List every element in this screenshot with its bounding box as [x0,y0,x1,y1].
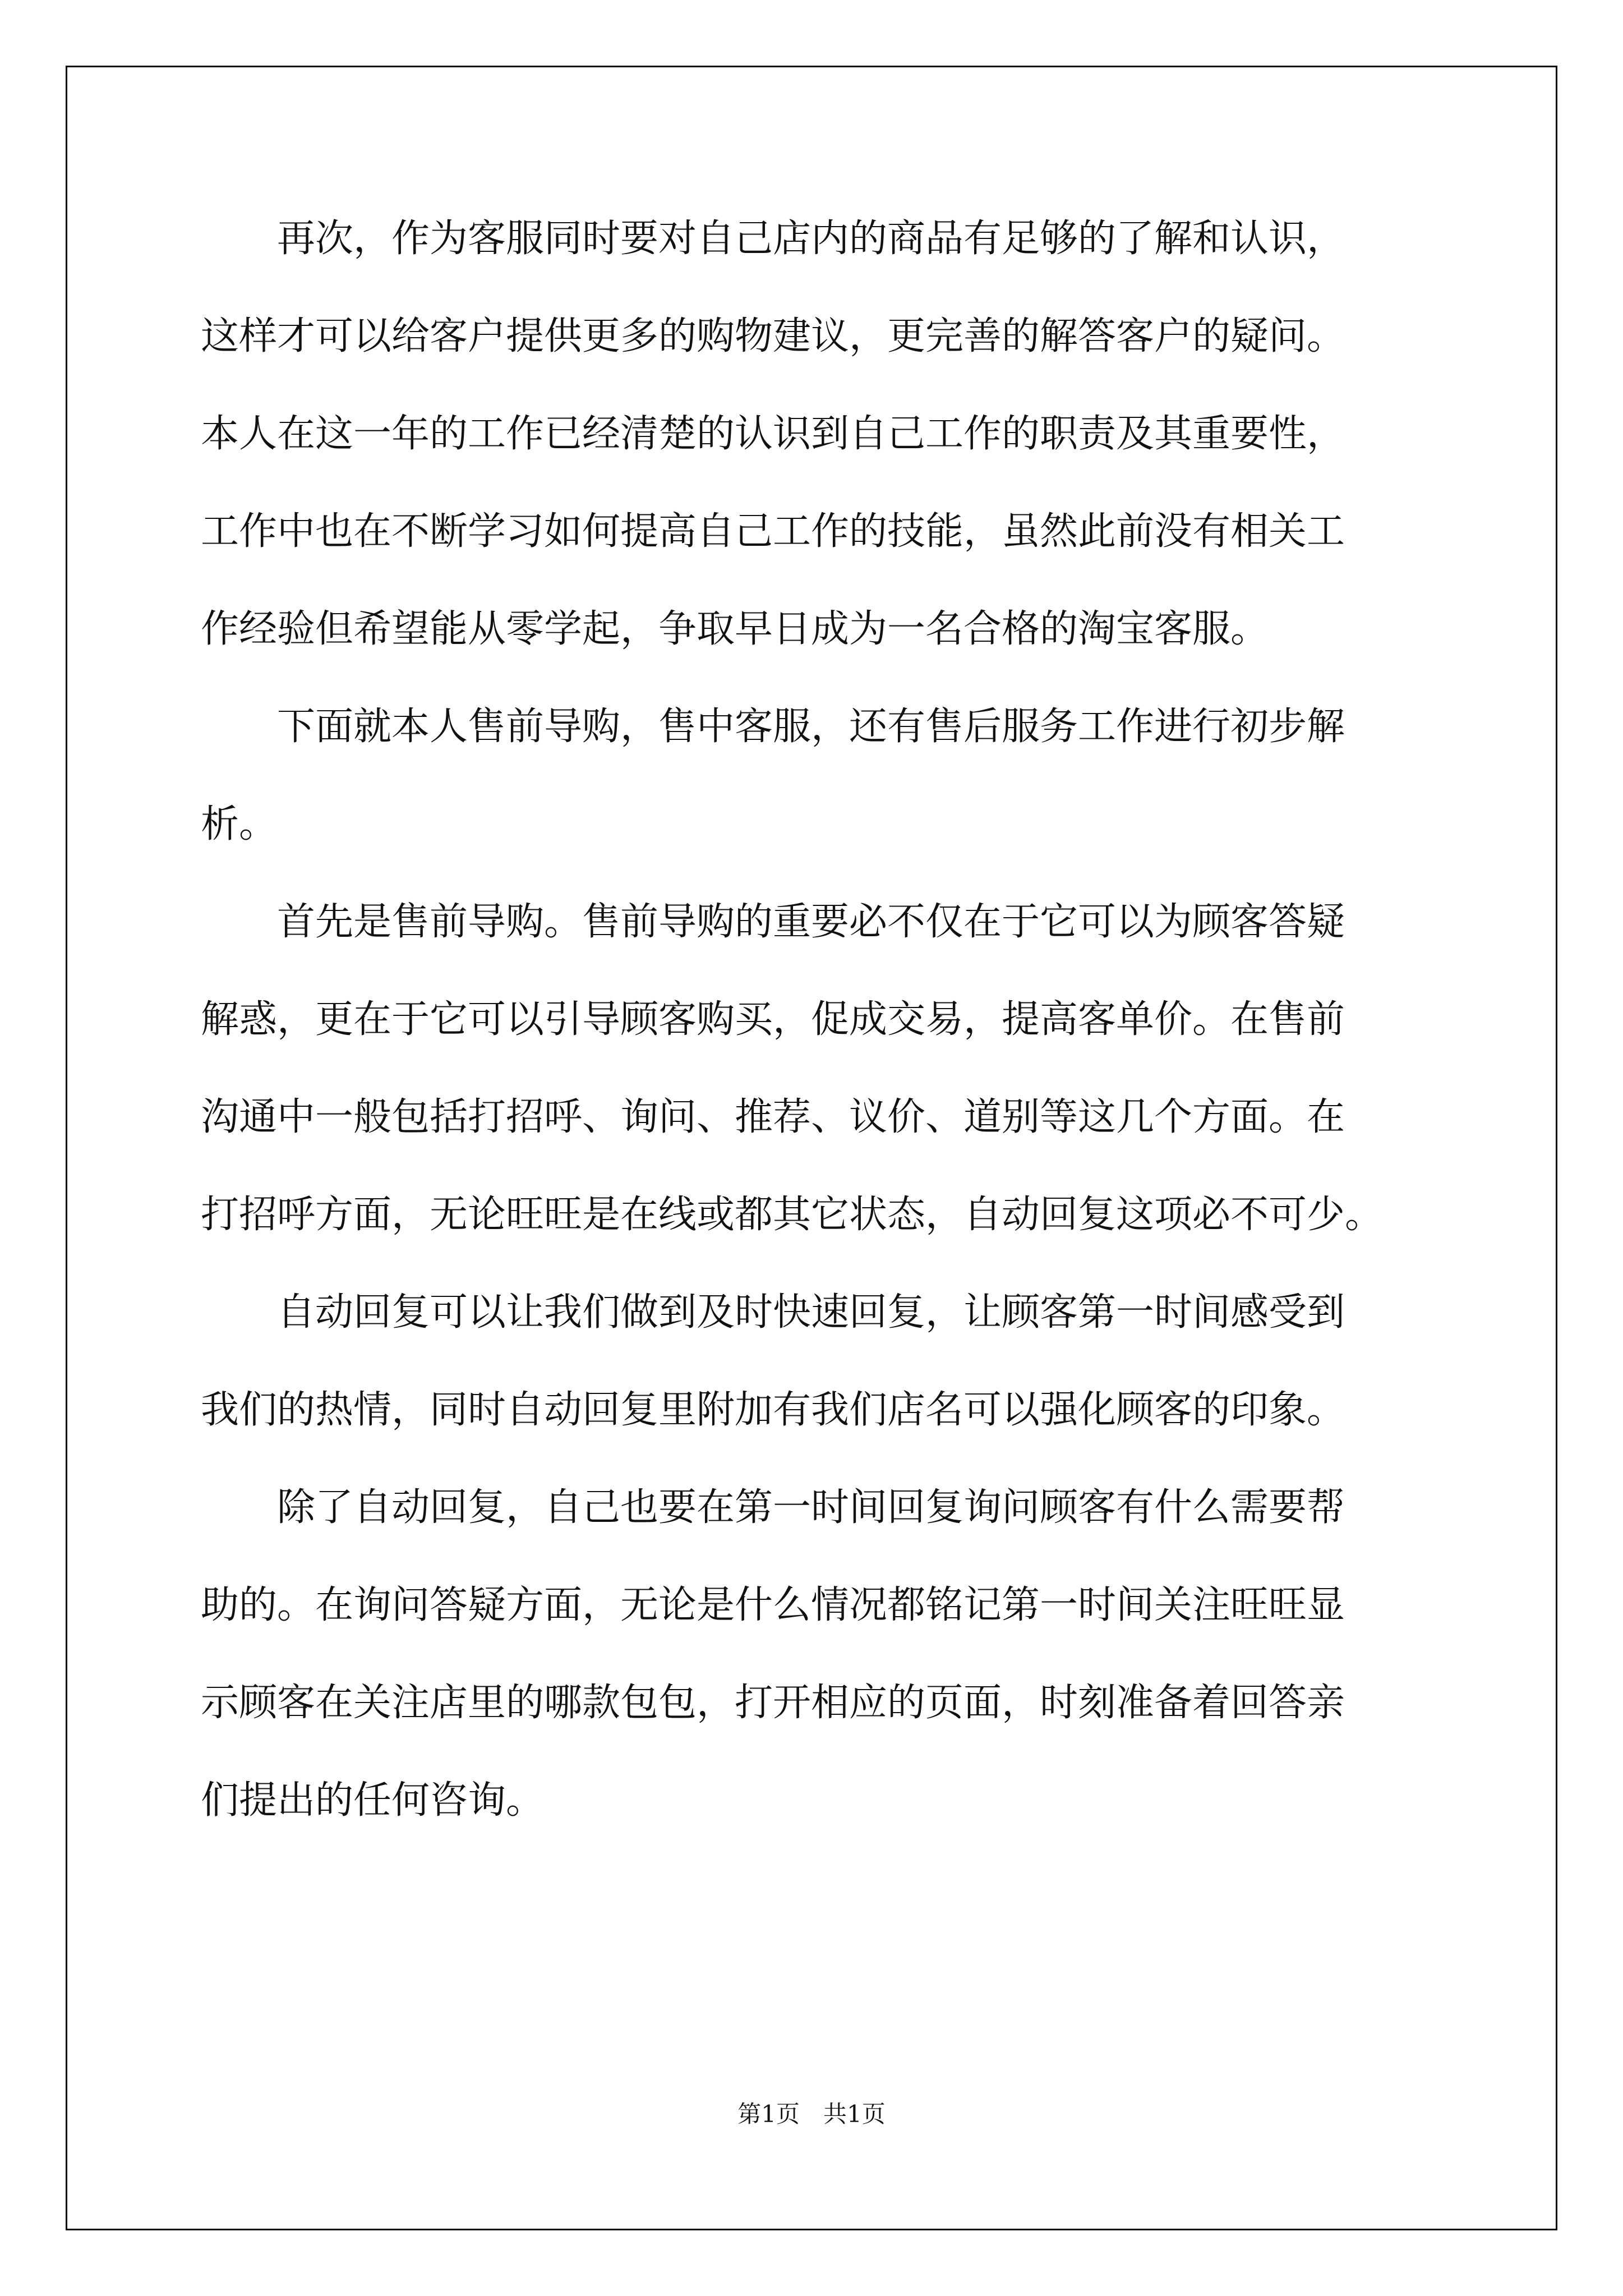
text-line: 沟通中一般包括打招呼、询问、推荐、议价、道别等这几个方面。在 [201,1095,1345,1139]
text-line: 本人在这一年的工作已经清楚的认识到自己工作的职责及其重要性， [201,412,1345,456]
text-line: 打招呼方面，无论旺旺是在线或都其它状态，自动回复这项必不可少。 [201,1193,1384,1237]
text-line: 再次，作为客服同时要对自己店内的商品有足够的了解和认识， [201,217,1345,261]
text-line: 这样才可以给客户提供更多的购物建议，更完善的解答客户的疑问。 [201,314,1345,358]
page-border [66,66,1557,2230]
page-footer: 第1页 共1页 [737,2100,886,2128]
text-line: 我们的热情，同时自动回复里附加有我们店名可以强化顾客的印象。 [201,1388,1345,1432]
text-line: 除了自动回复，自己也要在第一时间回复询问顾客有什么需要帮 [201,1485,1345,1530]
text-line: 作经验但希望能从零学起，争取早日成为一名合格的淘宝客服。 [201,607,1269,651]
text-line: 首先是售前导购。售前导购的重要必不仅在于它可以为顾客答疑 [201,900,1345,944]
text-line: 示顾客在关注店里的哪款包包，打开相应的页面，时刻准备着回答亲 [201,1681,1345,1725]
text-line: 解惑，更在于它可以引导顾客购买，促成交易，提高客单价。在售前 [201,997,1345,1042]
text-line: 工作中也在不断学习如何提高自己工作的技能，虽然此前没有相关工 [201,509,1345,554]
text-line: 下面就本人售前导购，售中客服，还有售后服务工作进行初步解 [201,705,1345,749]
text-line: 析。 [201,802,278,846]
text-line: 助的。在询问答疑方面，无论是什么情况都铭记第一时间关注旺旺显 [201,1583,1345,1627]
text-line: 们提出的任何咨询。 [201,1778,545,1823]
text-line: 自动回复可以让我们做到及时快速回复，让顾客第一时间感受到 [201,1290,1345,1335]
